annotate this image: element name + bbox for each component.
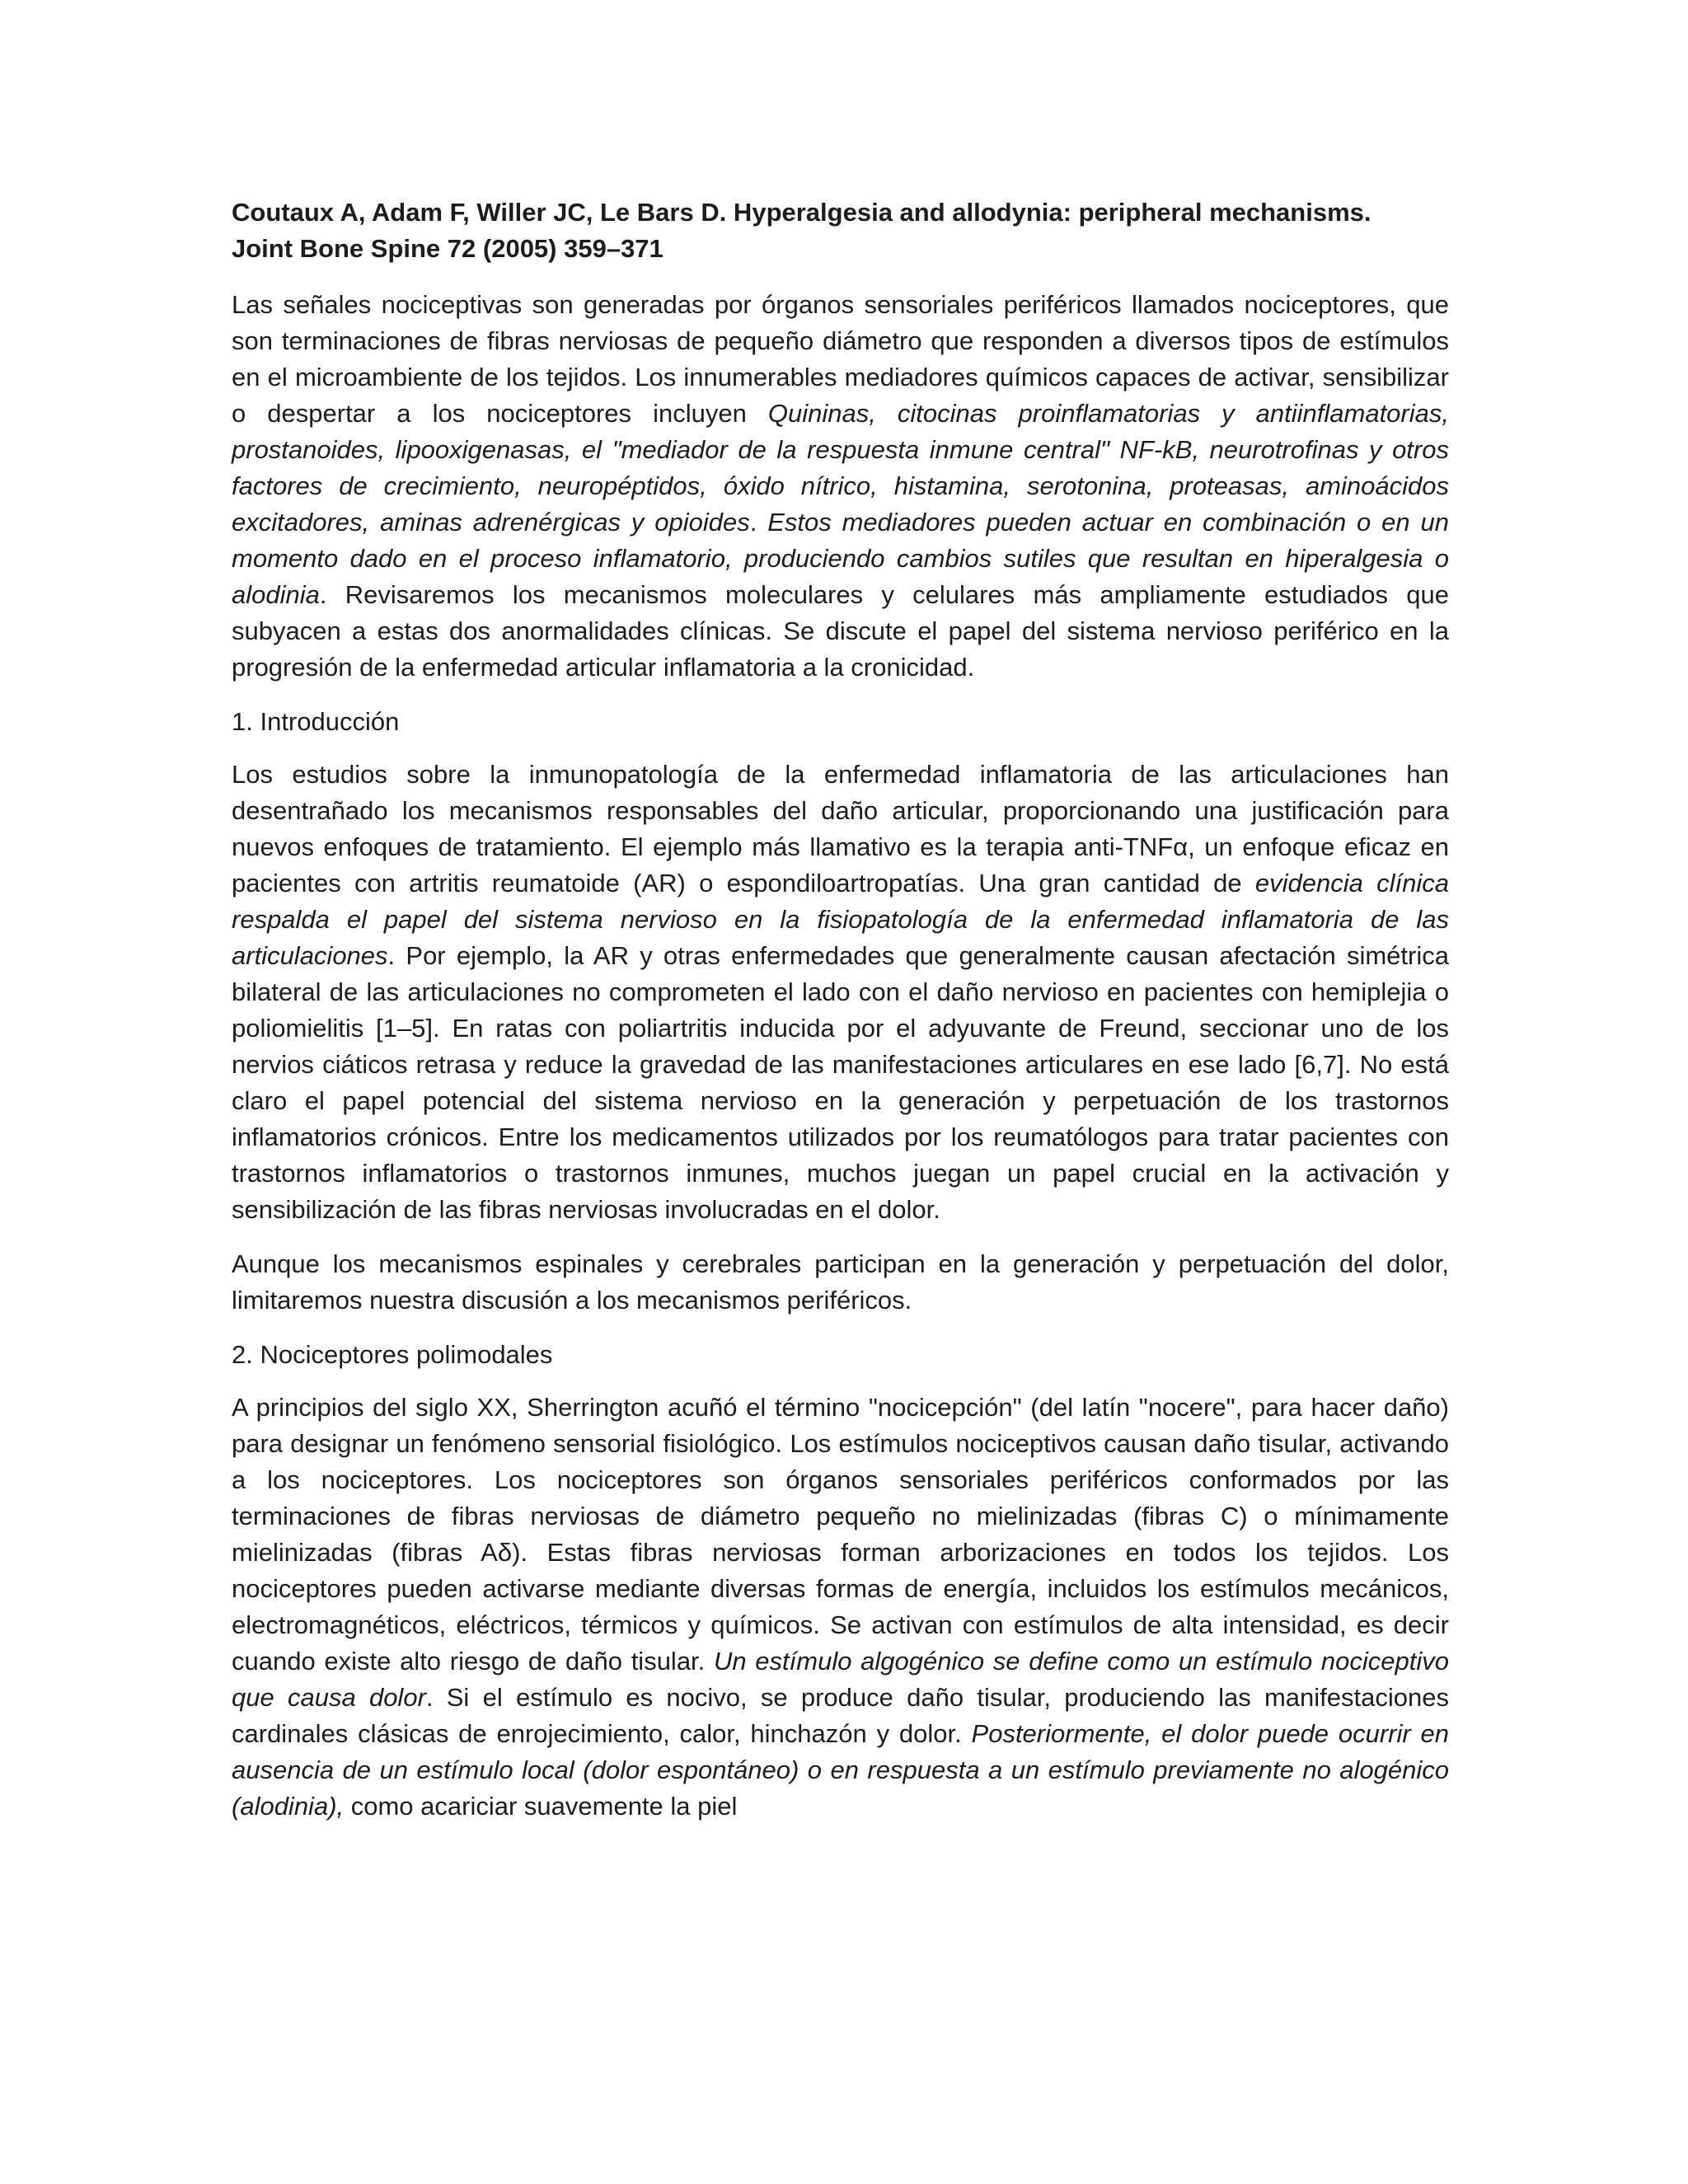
abstract-italic-mediators: Quininas, citocinas proinflamatorias y antiinflamatorias, prostanoides, lipooxigenasas, el "mediador de la respuesta inmune central" NF-kB, neurotrofinas y otros factores de crecimiento, neuropéptidos, óxido nítrico, histamina, serotonina, proteasas, aminoácidos excitadores, aminas adrenérgicas y opioides: [232, 399, 1449, 537]
intro-text-2: . Por ejemplo, la AR y otras enfermedades que generalmente causan afectación simétrica bilateral de las articulaciones no comprometen el lado con el daño nervioso en pacientes con hemiplejia o poliomielitis [1–5]. En ratas con poliartritis inducida por el adyuvante de Freund, seccionar uno de los nervios ciáticos retrasa y reduce la gravedad de las manifestaciones articulares en ese lado [6,7]. No está claro el papel potencial del sistema nervioso en la generación y perpetuación de los trastornos inflamatorios crónicos. Entre los medicamentos utilizados por los reumatólogos para tratar pacientes con trastornos inflamatorios o trastornos inmunes, muchos juegan un papel crucial en la activación y sensibilización de las fibras nerviosas involucradas en el dolor.: [232, 941, 1449, 1224]
noci-text-1: A principios del siglo XX, Sherrington acuñó el término "nocicepción" (del latín "nocere", para hacer daño) para designar un fenómeno sensorial fisiológico. Los estímulos nociceptivos causan daño tisular, activando a los nociceptores. Los nociceptores son órganos sensoriales periféricos conformados por las terminaciones de fibras nerviosas de diámetro pequeño no mielinizadas (fibras C) o mínimamente mielinizadas (fibras Aδ). Estas fibras nerviosas forman arborizaciones en todos los tejidos. Los nociceptores pueden activarse mediante diversas formas de energía, incluidos los estímulos mecánicos, electromagnéticos, eléctricos, térmicos y químicos. Se activan con estímulos de alta intensidad, es decir cuando existe alto riesgo de daño tisular.: [232, 1393, 1449, 1675]
introduccion-paragraph-1: [232, 757, 1449, 1228]
abstract-paragraph: [232, 287, 1449, 686]
citation-journal: Joint Bone Spine 72 (2005) 359–371: [232, 234, 663, 263]
abstract-text-2: .: [749, 508, 768, 537]
noci-text-2: . Si el estímulo es nocivo, se produce daño tisular, produciendo las manifestaciones cardinales clásicas de enrojecimiento, calor, hinchazón y dolor.: [232, 1683, 1449, 1748]
nociceptores-paragraph: [232, 1390, 1449, 1825]
citation-header: [232, 194, 1449, 267]
abstract-text-3: . Revisaremos los mecanismos moleculares y celulares más ampliamente estudiados que subyacen a estas dos anormalidades clínicas. Se discute el papel del sistema nervioso periférico en la progresión de la enfermedad articular inflamatoria a la cronicidad.: [232, 580, 1449, 682]
intro-text-1: Los estudios sobre la inmunopatología de la enfermedad inflamatoria de las articulaciones han desentrañado los mecanismos responsables del daño articular, proporcionando una justificación para nuevos enfoques de tratamiento. El ejemplo más llamativo es la terapia anti-TNFα, un enfoque eficaz en pacientes con artritis reumatoide (AR) o espondiloartropatías. Una gran cantidad de: [232, 760, 1449, 898]
abstract-text-1: Las señales nociceptivas son generadas por órganos sensoriales periféricos llamados nociceptores, que son terminaciones de fibras nerviosas de pequeño diámetro que responden a diversos tipos de estímulos en el microambiente de los tejidos. Los innumerables mediadores químicos capaces de activar, sensibilizar o despertar a los nociceptores incluyen: [232, 290, 1449, 428]
noci-italic-allodynia: Posteriormente, el dolor puede ocurrir en ausencia de un estímulo local (dolor espontáneo) o en respuesta a un estímulo previamente no alogénico (alodinia),: [232, 1719, 1449, 1821]
citation-authors-title: Coutaux A, Adam F, Willer JC, Le Bars D. Hyperalgesia and allodynia: peripheral mechanisms.: [232, 198, 1372, 227]
noci-italic-algogenic: Un estímulo algogénico se define como un estímulo nociceptivo que causa dolor: [232, 1647, 1449, 1712]
section-heading-introduccion: 1. Introducción: [232, 707, 400, 736]
abstract-italic-hyperalgesia: Estos mediadores pueden actuar en combinación o en un momento dado en el proceso inflamatorio, produciendo cambios sutiles que resultan en hiperalgesia o alodinia: [232, 508, 1449, 609]
intro-italic-evidence: evidencia clínica respalda el papel del sistema nervioso en la fisiopatología de la enfermedad inflamatoria de las articulaciones: [232, 869, 1449, 970]
introduccion-paragraph-2: Aunque los mecanismos espinales y cerebrales participan en la generación y perpetuación del dolor, limitaremos nuestra discusión a los mecanismos periféricos.: [232, 1249, 1449, 1315]
section-heading-nociceptores: 2. Nociceptores polimodales: [232, 1340, 553, 1369]
noci-text-3: como acariciar suavemente la piel: [344, 1792, 738, 1821]
